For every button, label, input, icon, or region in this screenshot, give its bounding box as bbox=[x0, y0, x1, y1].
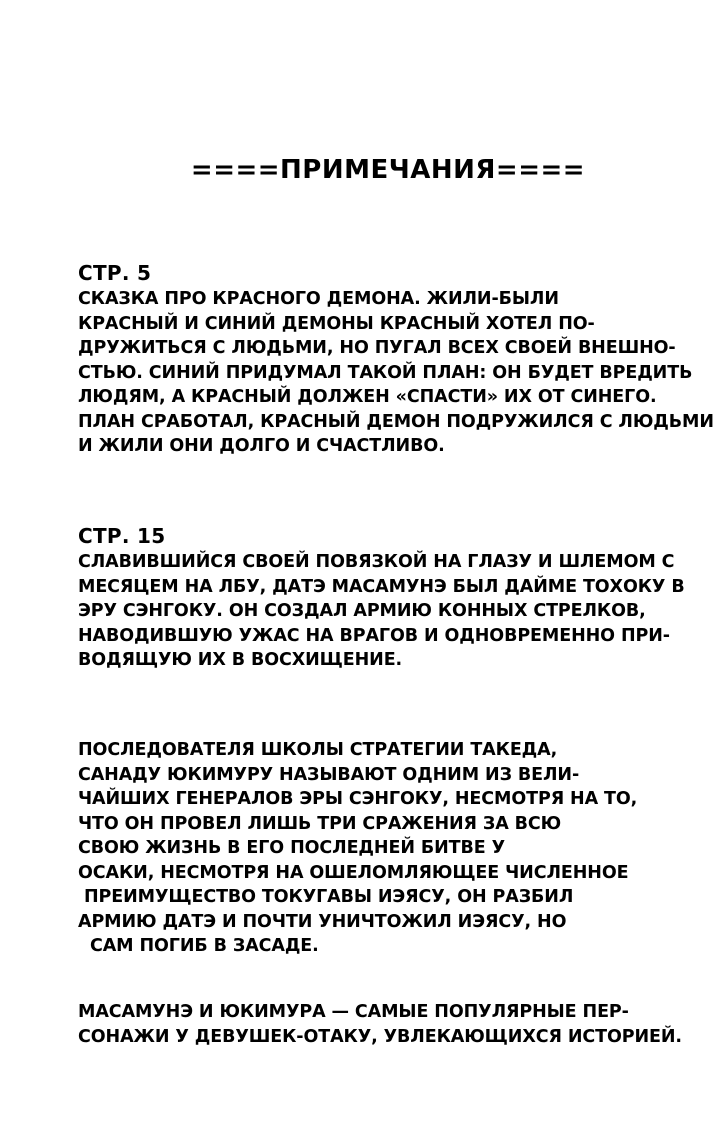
page-reference: СТР. 15 bbox=[78, 524, 166, 548]
note-text-line: ВОДЯЩУЮ ИХ В ВОСХИЩЕНИЕ. bbox=[78, 650, 403, 670]
note-text-line: И ЖИЛИ ОНИ ДОЛГО И СЧАСТЛИВО. bbox=[78, 436, 445, 456]
note-text-line: САМ ПОГИБ В ЗАСАДЕ. bbox=[78, 936, 319, 956]
note-text-line: МАСАМУНЭ И ЮКИМУРА — САМЫЕ ПОПУЛЯРНЫЕ ПЕР- bbox=[78, 1002, 629, 1022]
note-text-line: ДРУЖИТЬСЯ С ЛЮДЬМИ, НО ПУГАЛ ВСЕХ СВОЕЙ ВНЕШНО- bbox=[78, 338, 676, 358]
note-text-line: ЧАЙШИХ ГЕНЕРАЛОВ ЭРЫ СЭНГОКУ, НЕСМОТРЯ НА ТО, bbox=[78, 789, 638, 809]
note-text-line: СВОЮ ЖИЗНЬ В ЕГО ПОСЛЕДНЕЙ БИТВЕ У bbox=[78, 838, 505, 858]
note-text-line: ЧТО ОН ПРОВЕЛ ЛИШЬ ТРИ СРАЖЕНИЯ ЗА ВСЮ bbox=[78, 813, 562, 834]
note-text-line: СЛАВИВШИЙСЯ СВОЕЙ ПОВЯЗКОЙ НА ГЛАЗУ И ШЛЕМОМ С bbox=[78, 552, 675, 572]
note-text-line: АРМИЮ ДАТЭ И ПОЧТИ УНИЧТОЖИЛ ИЭЯСУ, НО bbox=[78, 911, 567, 932]
note-text-line: НАВОДИВШУЮ УЖАС НА ВРАГОВ И ОДНОВРЕМЕННО ПРИ- bbox=[78, 625, 670, 646]
note-text-line: ПОСЛЕДОВАТЕЛЯ ШКОЛЫ СТРАТЕГИИ ТАКЕДА, bbox=[78, 740, 558, 760]
note-text-line: СОНАЖИ У ДЕВУШЕК-ОТАКУ, УВЛЕКАЮЩИХСЯ ИСТОРИЕЙ. bbox=[78, 1026, 682, 1047]
note-yukimura bbox=[78, 738, 718, 959]
note-popularity bbox=[78, 1000, 718, 1049]
note-text-line: СТЬЮ. СИНИЙ ПРИДУМАЛ ТАКОЙ ПЛАН: ОН БУДЕТ ВРЕДИТЬ bbox=[78, 362, 693, 383]
note-text-line: ЭРУ СЭНГОКУ. ОН СОЗДАЛ АРМИЮ КОННЫХ СТРЕЛКОВ, bbox=[78, 601, 646, 621]
note-text-line: САНАДУ ЮКИМУРУ НАЗЫВАЮТ ОДНИМ ИЗ ВЕЛИ- bbox=[78, 764, 580, 785]
note-text-line: ПРЕИМУЩЕСТВО ТОКУГАВЫ ИЭЯСУ, ОН РАЗБИЛ bbox=[78, 887, 574, 907]
page-reference: СТР. 5 bbox=[78, 261, 152, 285]
note-text-line: СКАЗКА ПРО КРАСНОГО ДЕМОНА. ЖИЛИ-БЫЛИ bbox=[78, 289, 559, 309]
note-text-line: МЕСЯЦЕМ НА ЛБУ, ДАТЭ МАСАМУНЭ БЫЛ ДАЙМЕ ТОХОКУ В bbox=[78, 576, 685, 597]
note-text-line: ОСАКИ, НЕСМОТРЯ НА ОШЕЛОМЛЯЮЩЕЕ ЧИСЛЕННОЕ bbox=[78, 862, 629, 883]
note-text-line: КРАСНЫЙ И СИНИЙ ДЕМОНЫ КРАСНЫЙ ХОТЕЛ ПО- bbox=[78, 313, 595, 334]
note-page-5 bbox=[78, 261, 718, 459]
note-page-15 bbox=[78, 524, 718, 673]
page-title: ====ПРИМЕЧАНИЯ==== bbox=[190, 155, 586, 185]
note-text-line: ПЛАН СРАБОТАЛ, КРАСНЫЙ ДЕМОН ПОДРУЖИЛСЯ С ЛЮДЬМИ bbox=[78, 411, 714, 432]
note-text-line: ЛЮДЯМ, А КРАСНЫЙ ДОЛЖЕН «СПАСТИ» ИХ ОТ СИНЕГО. bbox=[78, 387, 657, 407]
